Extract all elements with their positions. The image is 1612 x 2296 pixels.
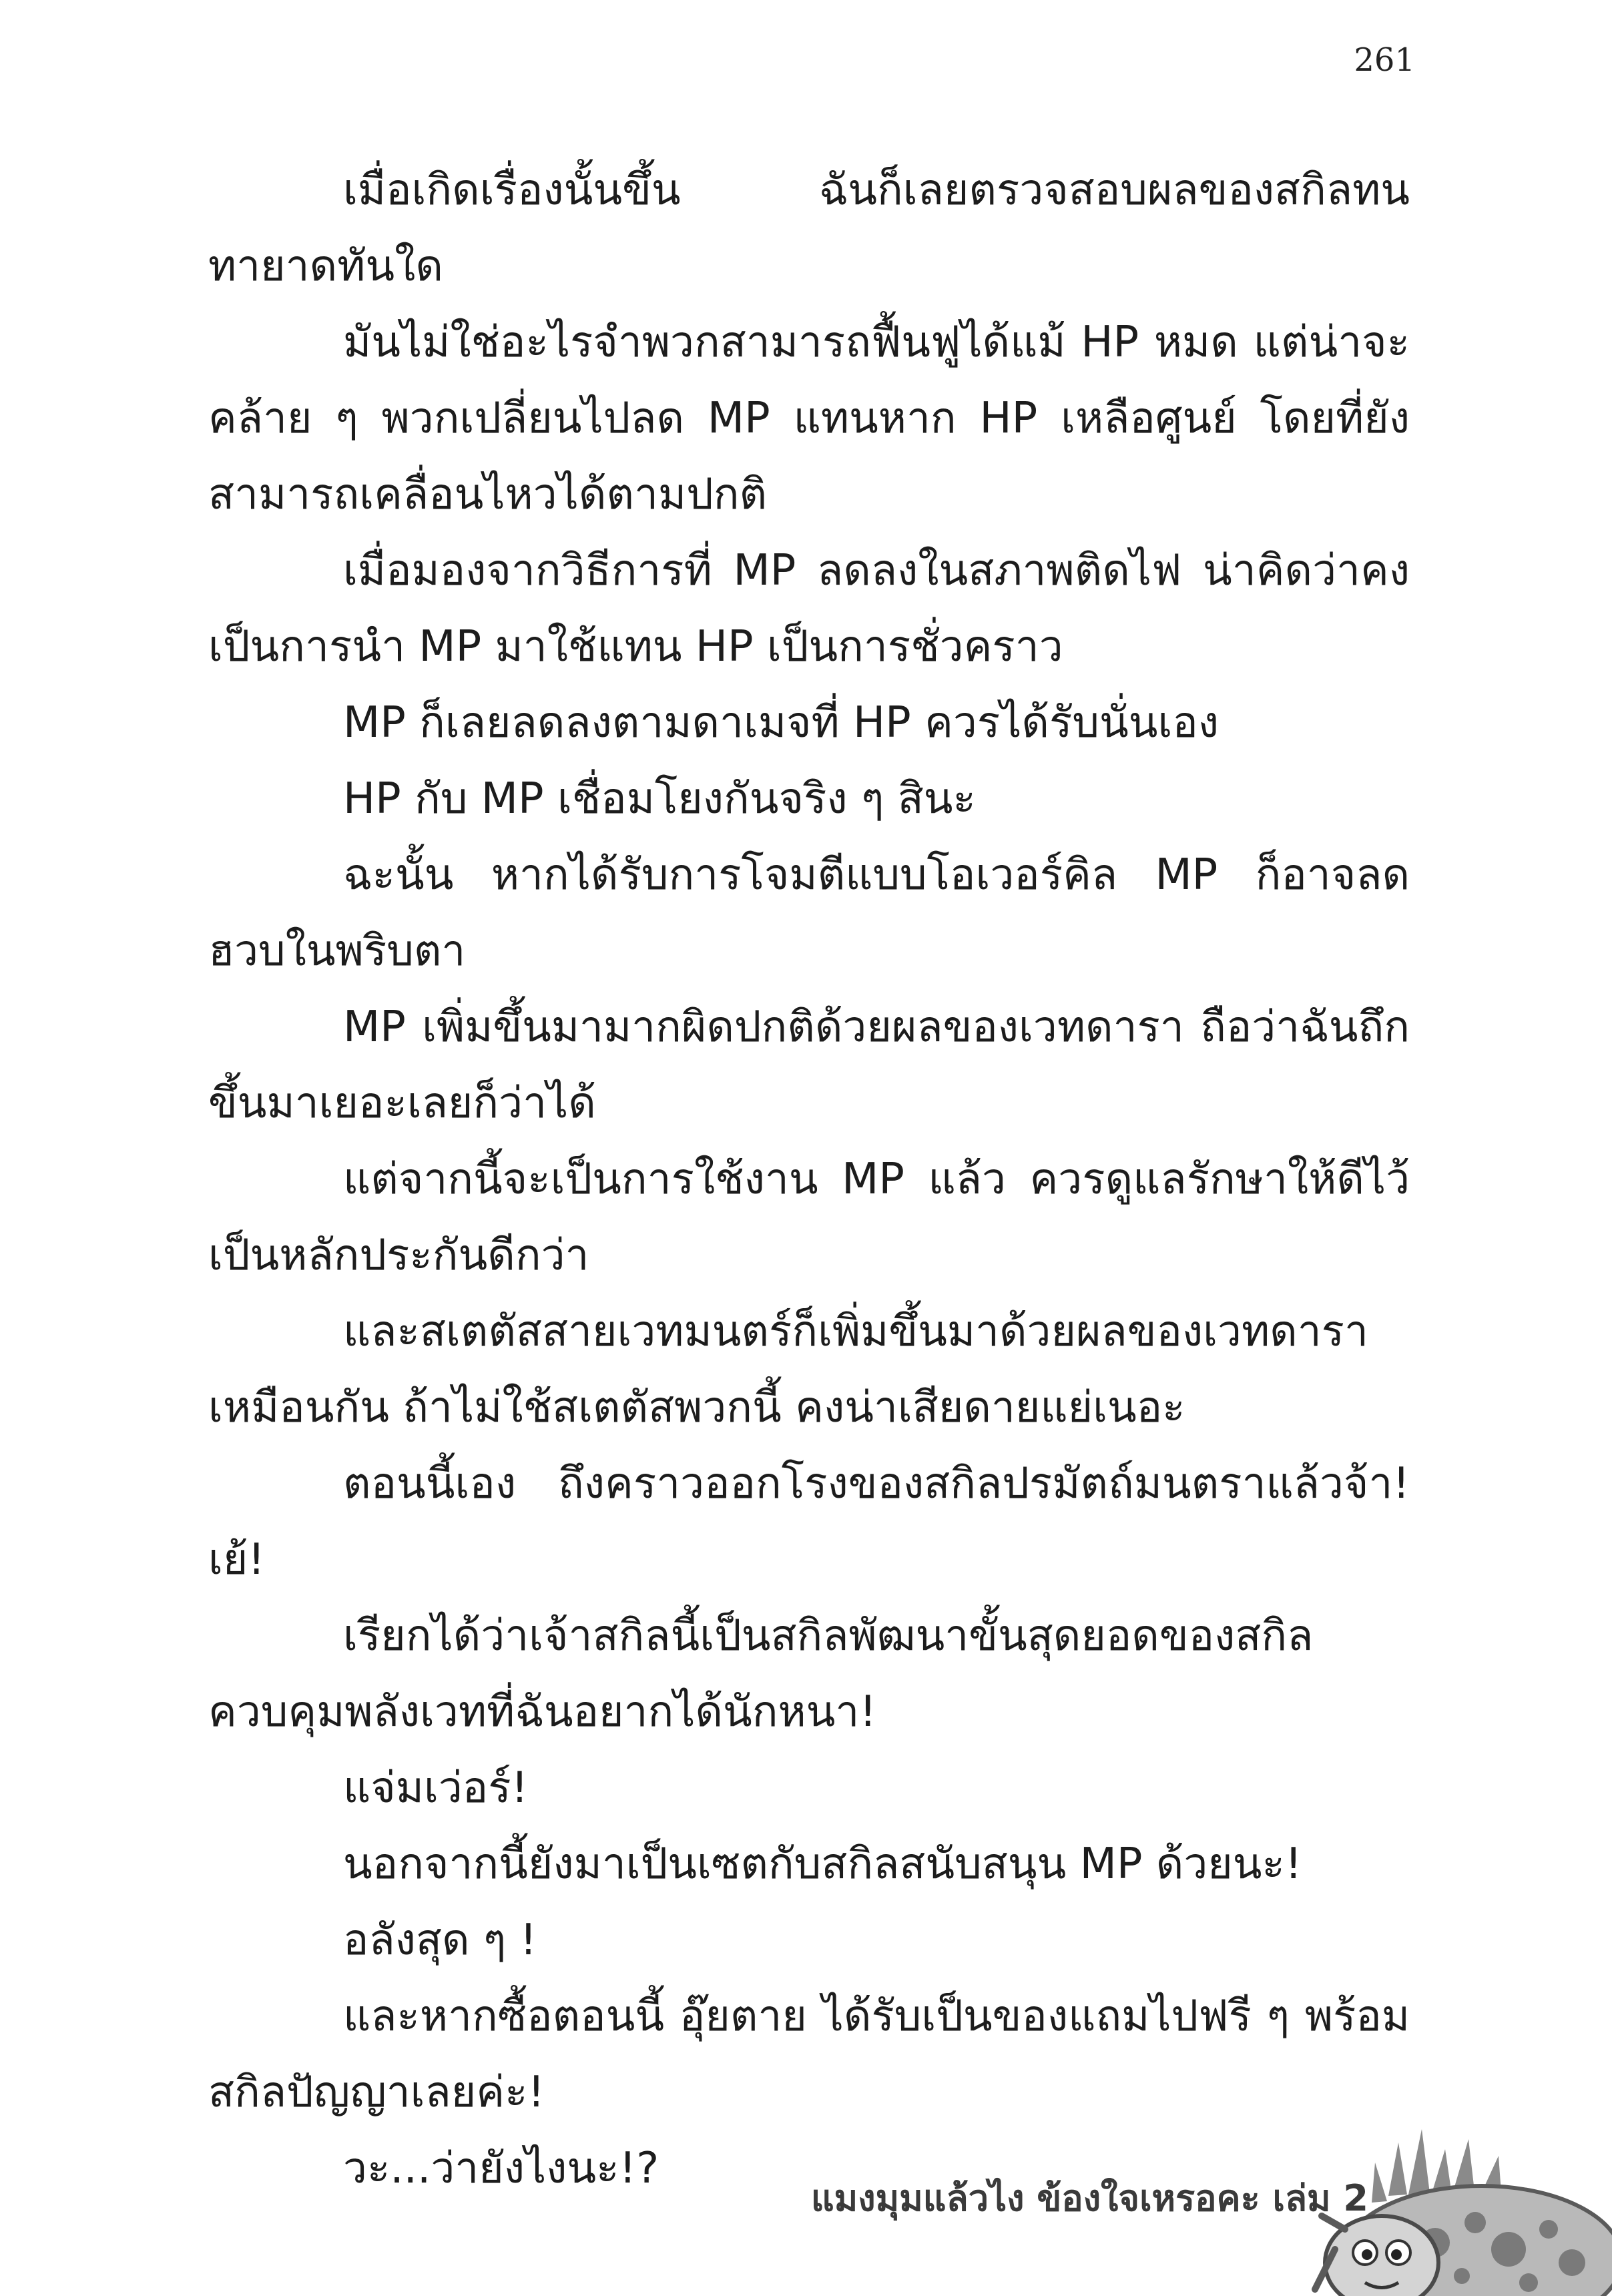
paragraph: MP เพิ่มขึ้นมามากผิดปกติด้วยผลของเวทดารา ถือว่าฉันถึกขึ้นมาเยอะเลยก็ว่าได้ <box>208 1002 1410 1128</box>
paragraph: ฉะนั้น หากได้รับการโจมตีแบบโอเวอร์คิล MP ก็อาจลดฮวบในพริบตา <box>208 850 1410 976</box>
body-text <box>208 152 1410 2207</box>
paragraph: และหากซื้อตอนนี้ อุ๊ยตาย ได้รับเป็นของแถมไปฟรี ๆ พร้อมสกิลปัญญาเลยค่ะ! <box>208 1992 1410 2117</box>
paragraph: เมื่อเกิดเรื่องนั้นขึ้น ฉันก็เลยตรวจสอบผลของสกิลทนทายาดทันใด <box>208 166 1410 291</box>
paragraph: แจ่มเว่อร์! <box>343 1763 529 1813</box>
paragraph: ตอนนี้เอง ถึงคราวออกโรงของสกิลปรมัตถ์มนตราแล้วจ้า! เย้! <box>208 1459 1410 1585</box>
paragraph: แต่จากนี้จะเป็นการใช้งาน MP แล้ว ควรดูแลรักษาให้ดีไว้เป็นหลักประกันดีกว่า <box>208 1155 1410 1280</box>
paragraph: MP ก็เลยลดลงตามดาเมจที่ HP ควรได้รับนั่นเอง <box>343 698 1220 748</box>
paragraph: อลังสุด ๆ ! <box>343 1916 537 1965</box>
paragraph: นอกจากนี้ยังมาเป็นเซตกับสกิลสนับสนุน MP ด้วยนะ! <box>343 1839 1302 1889</box>
page-number: 261 <box>1354 41 1415 79</box>
paragraph: มันไม่ใช่อะไรจำพวกสามารถฟื้นฟูได้แม้ HP หมด แต่น่าจะคล้าย ๆ พวกเปลี่ยนไปลด MP แทนหาก HP เหลือศูนย์ โดยที่ยังสามารถเคลื่อนไหวได้ตามปกติ <box>208 318 1410 519</box>
paragraph: HP กับ MP เชื่อมโยงกันจริง ๆ สินะ <box>343 774 976 824</box>
paragraph: เมื่อมองจากวิธีการที่ MP ลดลงในสภาพติดไฟ น่าคิดว่าคงเป็นการนำ MP มาใช้แทน HP เป็นการชั่วคราว <box>208 546 1410 671</box>
paragraph: และสเตตัสสายเวทมนตร์ก็เพิ่มขึ้นมาด้วยผลของเวทดาราเหมือนกัน ถ้าไม่ใช้สเตตัสพวกนี้ คงน่าเสียดายแย่เนอะ <box>208 1307 1368 1432</box>
spider-mascot-icon <box>1308 2116 1612 2296</box>
paragraph: วะ...ว่ายังไงนะ!? <box>343 2144 659 2193</box>
paragraph: เรียกได้ว่าเจ้าสกิลนี้เป็นสกิลพัฒนาขั้นสุดยอดของสกิลควบคุมพลังเวทที่ฉันอยากได้นักหนา! <box>208 1611 1314 1737</box>
footer-book-title: แมงมุมแล้วไง ข้องใจเหรอคะ เล่ม 2 <box>810 2177 1368 2219</box>
